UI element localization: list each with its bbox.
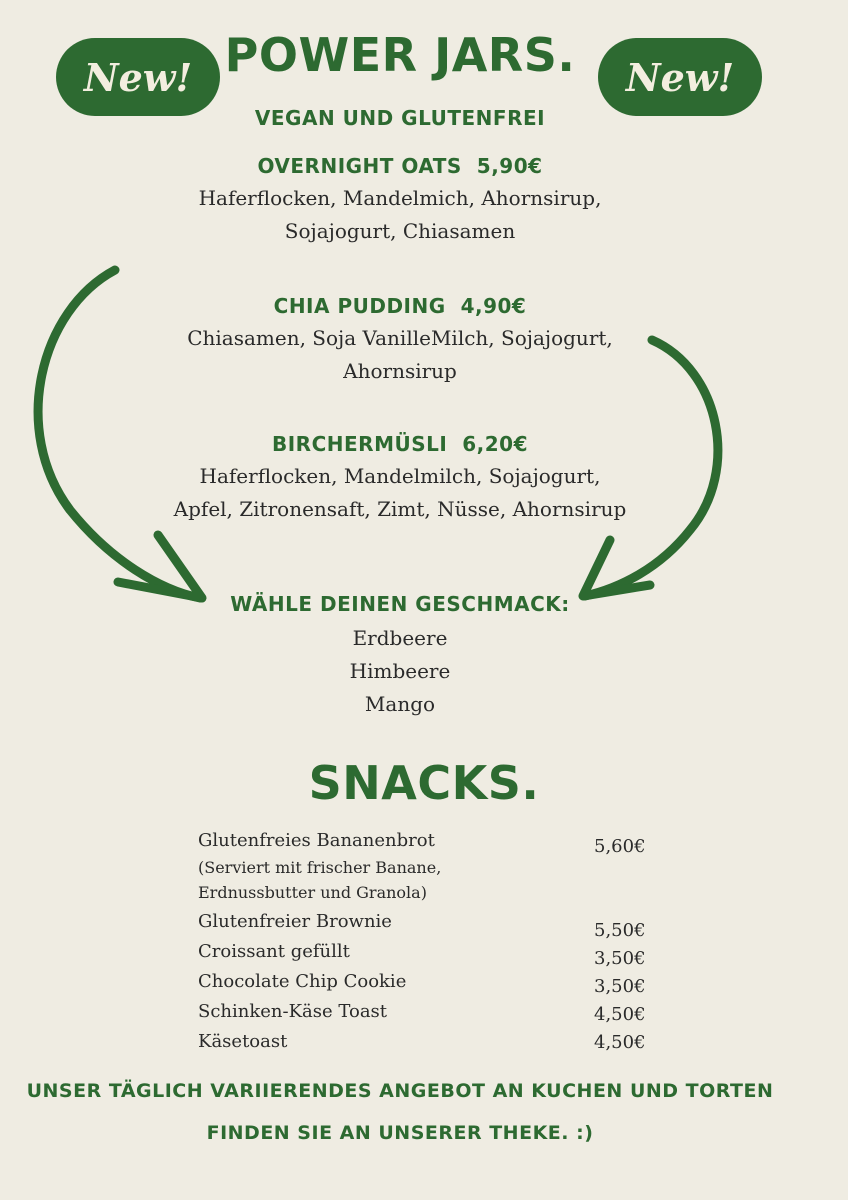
flavor-option: Mango — [364, 692, 436, 716]
flavor-option: Erdbeere — [352, 626, 448, 650]
jar-name: OVERNIGHT OATS — [257, 154, 462, 178]
new-badge-left-label: New! — [83, 54, 193, 100]
jar-desc-line: Sojajogurt, Chiasamen — [284, 219, 516, 243]
snack-price: 5,50€ — [594, 920, 646, 941]
jar-birchermuesli — [0, 432, 800, 526]
jar-title — [0, 154, 800, 178]
jar-name: BIRCHERMÜSLI — [272, 432, 448, 456]
jar-overnight-oats — [0, 154, 800, 248]
jar-desc-line: Haferflocken, Mandelmich, Ahornsirup, — [198, 186, 602, 210]
jar-price: 6,20€ — [462, 432, 528, 456]
jar-desc-line: Ahornsirup — [343, 359, 457, 383]
new-badge-right-label: New! — [625, 54, 735, 100]
snack-note: (Serviert mit frischer Banane, — [198, 858, 442, 877]
flavor-heading: WÄHLE DEINEN GESCHMACK: — [230, 592, 570, 616]
snack-name: Schinken-Käse Toast — [198, 1001, 388, 1022]
footer-line-2: FINDEN SIE AN UNSERER THEKE. :) — [206, 1122, 594, 1144]
snack-name: Käsetoast — [198, 1031, 288, 1052]
snack-name: Glutenfreier Brownie — [198, 911, 392, 932]
jar-title — [0, 294, 800, 318]
snack-name: Croissant gefüllt — [198, 941, 350, 962]
jar-desc-line: Apfel, Zitronensaft, Zimt, Nüsse, Ahornsirup — [173, 497, 627, 521]
jar-price: 5,90€ — [476, 154, 543, 178]
snack-price: 3,50€ — [594, 948, 646, 969]
snacks-title: SNACKS. — [308, 756, 540, 810]
snack-name: Glutenfreies Bananenbrot — [198, 830, 435, 851]
jar-description — [0, 460, 800, 526]
snack-price: 5,60€ — [594, 836, 646, 857]
snack-price: 4,50€ — [594, 1004, 646, 1025]
jar-name: CHIA PUDDING — [273, 294, 446, 318]
jar-desc-line: Haferflocken, Mandelmilch, Sojajogurt, — [199, 464, 601, 488]
snack-price: 4,50€ — [594, 1032, 646, 1053]
jar-price: 4,90€ — [460, 294, 527, 318]
flavor-list — [0, 622, 800, 721]
footer-line-1: UNSER TÄGLICH VARIIERENDES ANGEBOT AN KUCHEN UND TORTEN — [26, 1080, 774, 1102]
jar-desc-line: Chiasamen, Soja VanilleMilch, Sojajogurt, — [187, 326, 613, 350]
jar-description — [0, 322, 800, 388]
jar-chia-pudding — [0, 294, 800, 388]
page-title: POWER JARS. — [224, 28, 576, 82]
snack-name: Chocolate Chip Cookie — [198, 971, 407, 992]
snack-price: 3,50€ — [594, 976, 646, 997]
page-subtitle: VEGAN UND GLUTENFREI — [254, 106, 546, 130]
jar-description — [0, 182, 800, 248]
flavor-option: Himbeere — [349, 659, 451, 683]
jar-title — [0, 432, 800, 456]
snack-note: Erdnussbutter und Granola) — [198, 883, 427, 902]
